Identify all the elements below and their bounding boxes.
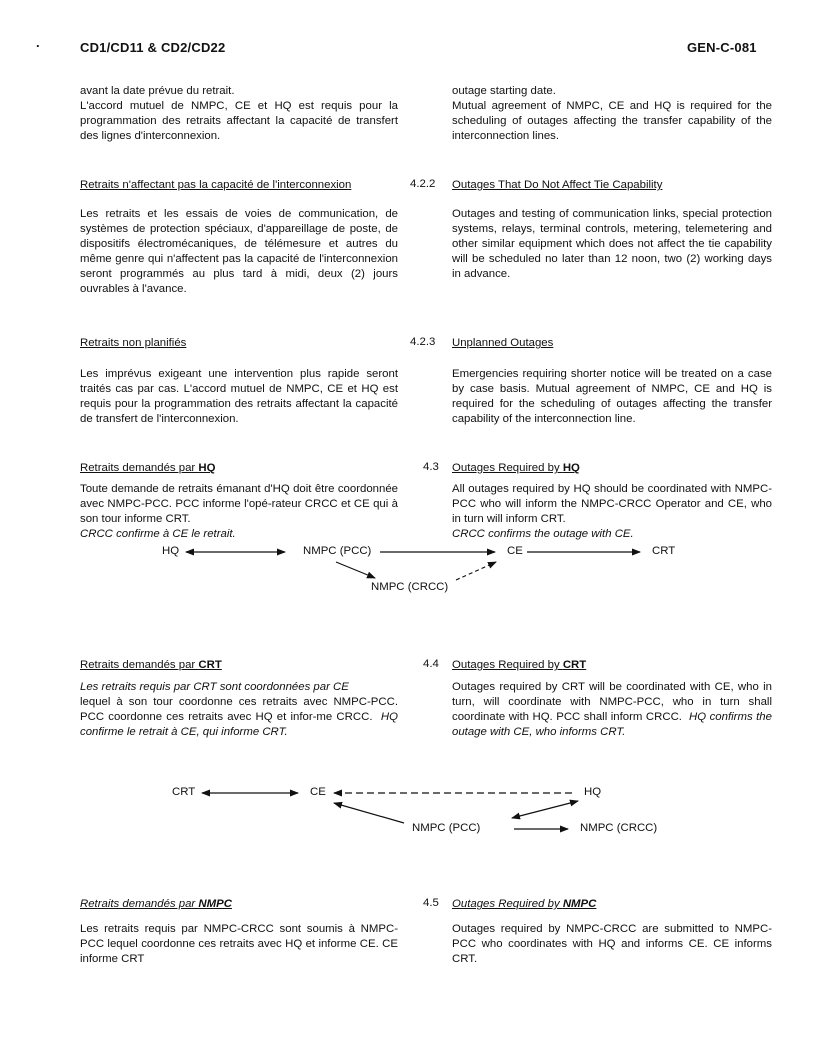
section-44-fr-first-line-b: CRT (193, 681, 217, 693)
diagram-43-node-crt: CRT (652, 545, 676, 557)
section-44-fr-heading-text: Retraits demandés par (80, 659, 199, 671)
section-423-en-heading: Unplanned Outages (452, 337, 554, 349)
section-43-en-heading-text: Outages Required by (452, 462, 563, 474)
section-45-fr-heading-text: Retraits demandés par (80, 898, 199, 910)
section-423-en-body: Emergencies requiring shorter notice will be treated on a case by case basis. Mutual agreement of NMPC, CE and HQ is required for the scheduling of outages affecting the transfer capability of the interconnection line. (452, 368, 772, 425)
section-422-en-body: Outages and testing of communication links, special protection systems, relays, terminal controls, metering, telemetering and other similar equipment which does not affect the tie capability will be scheduled no later than 12 noon, two (2) working days in advance. (452, 208, 772, 280)
diagram-44-node-crt: CRT (172, 786, 196, 798)
intro-en-line: outage starting date. (452, 85, 556, 97)
diagram-43-node-ce: CE (507, 545, 523, 557)
section-45-en-heading-text: Outages Required by (452, 898, 563, 910)
section-423-number: 4.2.3 (410, 336, 436, 348)
diagram-44-node-ce: CE (310, 786, 326, 798)
diagram-44-node-hq: HQ (584, 786, 602, 798)
diagram-43-node-nmpc-crcc: NMPC (CRCC) (371, 581, 449, 593)
section-44-en-heading-party: CRT (562, 659, 587, 671)
section-44-fr-paragraph-text: lequel à son tour coordonne ces retraits avec NMPC-PCC. PCC coordonne ces retraits avec HQ et infor-me CRCC. (80, 696, 398, 723)
section-43-fr-heading-party: HQ (198, 462, 216, 474)
section-45-en-body: Outages required by NMPC-CRCC are submitted to NMPC-PCC who coordinates with HQ and informs CE. CE informs CRT. (452, 923, 772, 965)
section-43-number: 4.3 (423, 461, 439, 473)
intro-en-paragraph: Mutual agreement of NMPC, CE and HQ is required for the scheduling of outages affecting the transfer capability of the interconnection lines. (452, 100, 772, 142)
section-44-fr-heading-party: CRT (198, 659, 222, 671)
intro-fr-paragraph: L'accord mutuel de NMPC, CE et HQ est requis pour la programmation des retraits affectant la capacité de transfert des lignes d'interconnexion. (80, 100, 398, 142)
section-45-fr-heading-party: NMPC (198, 898, 232, 910)
section-423-fr-body: Les imprévus exigeant une intervention plus rapide seront traités cas par cas. L'accord mutuel de NMPC, CE et HQ est requis pour la programmation des retraits affectant la capacité de transfert de l'interconnexion. (80, 368, 398, 425)
section-422-fr-heading: Retraits n'affectant pas la capacité de l'interconnexion (80, 179, 352, 191)
diagram-44-arrow-pcc-hq (512, 801, 578, 818)
section-44-en-paragraph: Outages required by CRT will be coordinated with CE, who in turn, will coordinate with NMPC-PCC, who in turn shall coordinate with HQ. PCC shall inform CRCC. (452, 681, 772, 723)
document-code-right: GEN-C-081 (687, 40, 757, 55)
section-43-en-confirmation: CRCC confirms the outage with CE. (452, 528, 634, 540)
section-422-fr-body: Les retraits et les essais de voies de communication, de systèmes de protection spéciaux, d'appareillage de poste, de dispositifs électromécaniques, de télémesure et autres du même genre qui n'affectent pas la capacité de l'interconnexion seront programmés au plus tard à midi, deux (2) jours ouvrables à l'avance. (80, 208, 398, 295)
section-43-fr-confirmation: CRCC confirme à CE le retrait. (80, 528, 236, 540)
section-43-en-paragraph: All outages required by HQ should be coordinated with NMPC-PCC who will inform the NMPC-CRCC Operator and CE, who in turn will inform CRT. (452, 483, 772, 525)
diagram-44-node-nmpc-pcc: NMPC (PCC) (412, 822, 481, 834)
intro-fr-line: avant la date prévue du retrait. (80, 85, 235, 97)
section-43-en-heading-party: HQ (562, 462, 580, 474)
section-44-fr-first-line-a: Les retraits requis par (80, 681, 194, 693)
diagram-43-node-nmpc-pcc: NMPC (PCC) (303, 545, 372, 557)
section-423-fr-heading: Retraits non planifiés (80, 337, 187, 349)
diagram-44-arrow-ce-pcc (334, 803, 404, 823)
section-422-number: 4.2.2 (410, 178, 436, 190)
section-43-fr-heading-text: Retraits demandés par (80, 462, 199, 474)
section-44-en-heading-text: Outages Required by (452, 659, 563, 671)
diagram-43-node-hq: HQ (162, 545, 180, 557)
section-45-fr-heading (80, 897, 398, 912)
section-44-fr-confirmation: HQ confirme le retrait à CE, qui informe CRT. (80, 711, 398, 738)
section-44-fr-first-line-c: sont coordonnées par CE (216, 681, 349, 693)
diagram-44-node-nmpc-crcc: NMPC (CRCC) (580, 822, 658, 834)
section-43-fr-paragraph: Toute demande de retraits émanant d'HQ doit être coordonnée avec NMPC-PCC. PCC informe l'opé-rateur CRCC et CE qui à son tour informe CRT. (80, 483, 398, 525)
section-44-number: 4.4 (423, 658, 439, 670)
section-422-en-heading: Outages That Do Not Affect Tie Capability (452, 179, 663, 191)
document-code-left: CD1/CD11 & CD2/CD22 (80, 40, 226, 55)
section-44-en-confirmation: HQ confirms the outage with CE, who informs CRT. (452, 711, 772, 738)
section-45-fr-body: Les retraits requis par NMPC-CRCC sont soumis à NMPC-PCC lequel coordonne ces retraits avec HQ et informe CE. CE informe CRT (80, 923, 398, 965)
section-45-number: 4.5 (423, 897, 439, 909)
header-dot: . (36, 35, 40, 50)
section-45-en-heading-party: NMPC (562, 898, 597, 910)
section-45-en-heading (452, 897, 772, 912)
